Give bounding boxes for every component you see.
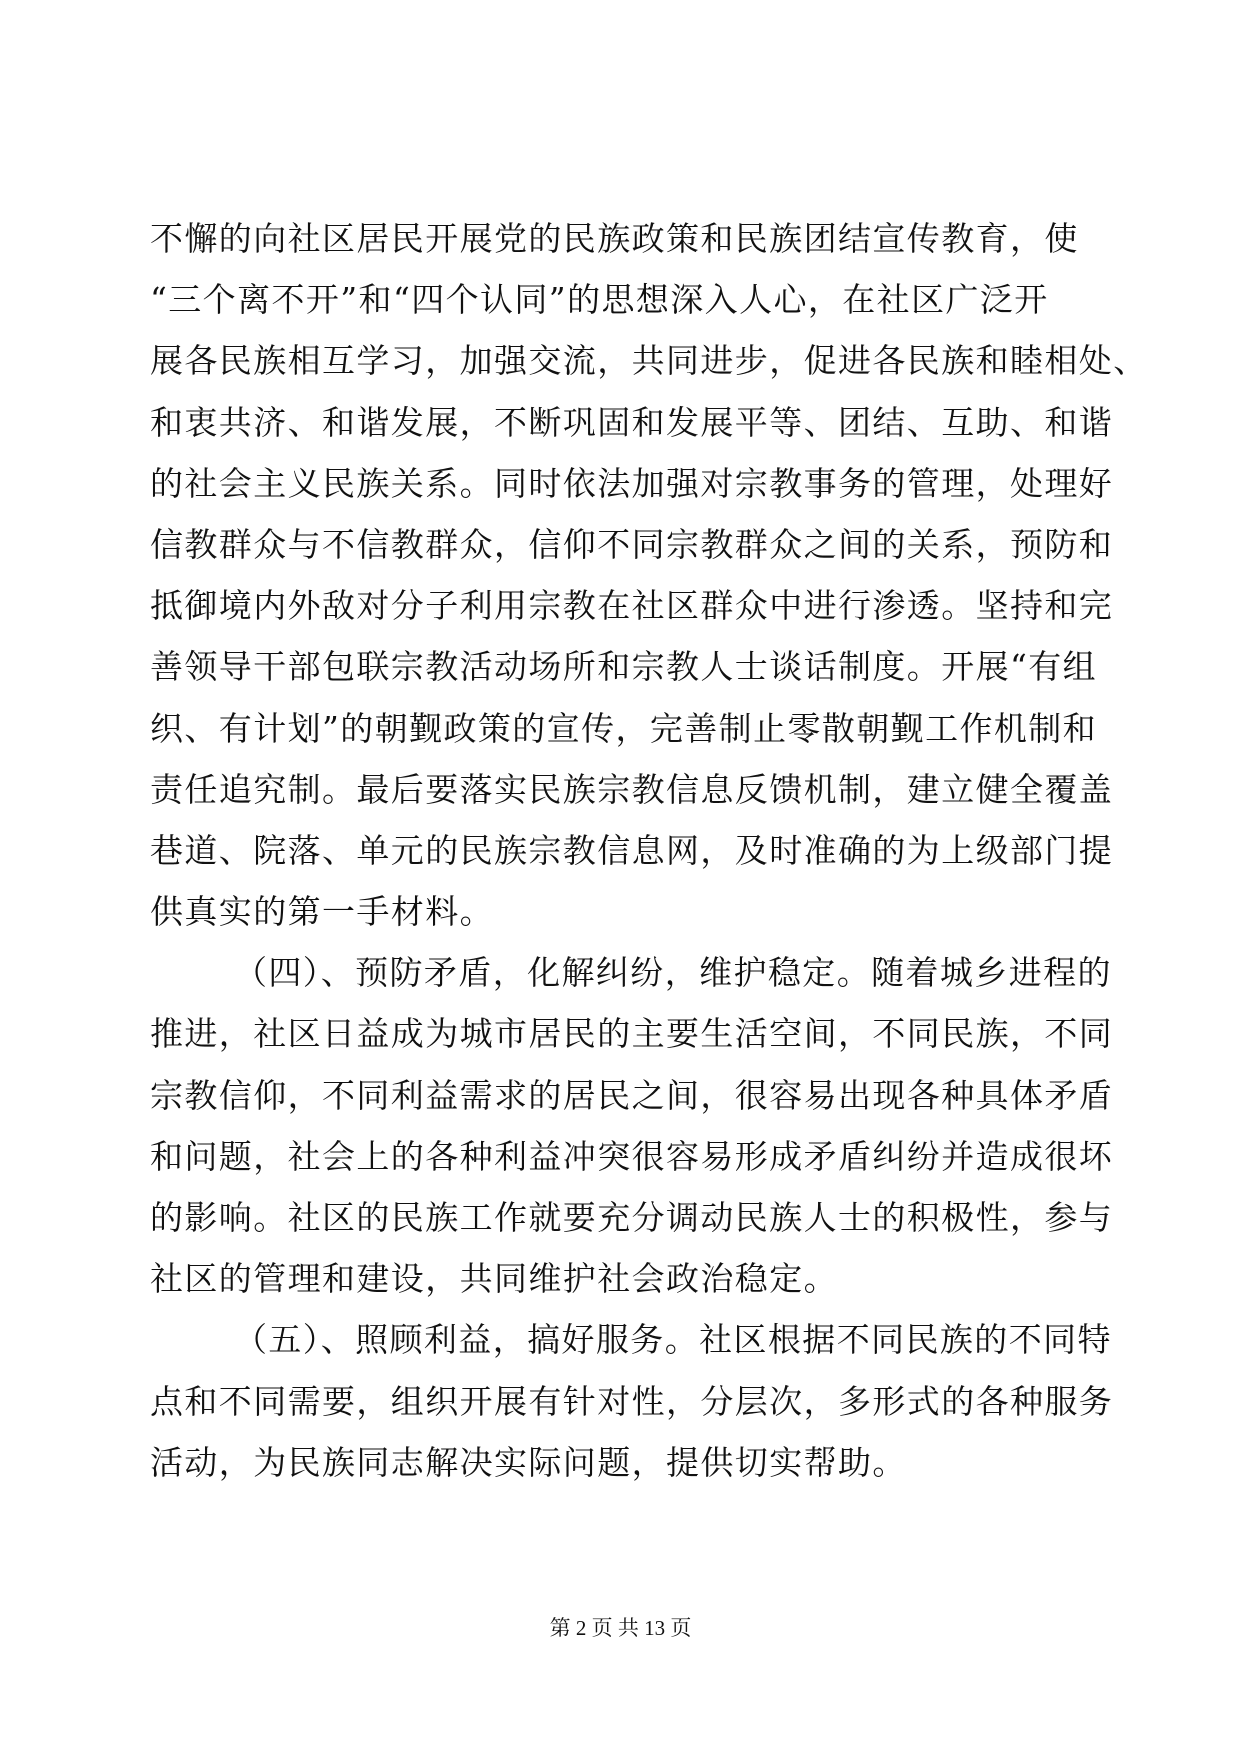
section-heading-line: （五）、照顾利益，搞好服务。社区根据不同民族的不同特 <box>234 1320 1112 1360</box>
text-line: 不懈的向社区居民开展党的民族政策和民族团结宣传教育，使 <box>150 219 1079 258</box>
text-line: 织、有计划”的朝觐政策的宣传，完善制止零散朝觐工作机制和 <box>150 708 1098 748</box>
text-line: “三个离不开”和“四个认同”的思想深入人心，在社区广泛开 <box>150 280 1049 320</box>
text-line: 点和不同需要，组织开展有针对性，分层次，多形式的各种服务 <box>150 1381 1114 1421</box>
text-line: 活动，为民族同志解决实际问题，提供切实帮助。 <box>150 1442 907 1482</box>
text-line: 责任追究制。最后要落实民族宗教信息反馈机制，建立健全覆盖 <box>150 769 1114 809</box>
page-footer: 第 2 页 共 13 页 <box>549 1616 692 1640</box>
text-line: 和衷共济、和谐发展，不断巩固和发展平等、团结、互助、和谐 <box>150 402 1114 442</box>
text-line: 的社会主义民族关系。同时依法加强对宗教事务的管理，处理好 <box>150 463 1114 503</box>
text-line: 信教群众与不信教群众，信仰不同宗教群众之间的关系，预防和 <box>150 524 1114 564</box>
text-line: 巷道、院落、单元的民族宗教信息网，及时准确的为上级部门提 <box>150 830 1114 870</box>
section-heading-line: （四）、预防矛盾，化解纠纷，维护稳定。随着城乡进程的 <box>234 953 1112 993</box>
text-line: 推进，社区日益成为城市居民的主要生活空间，不同民族，不同 <box>150 1014 1114 1054</box>
text-line: 供真实的第一手材料。 <box>150 892 494 932</box>
text-line: 展各民族相互学习，加强交流，共同进步，促进各民族和睦相处、 <box>150 341 1148 381</box>
text-line: 抵御境内外敌对分子利用宗教在社区群众中进行渗透。坚持和完 <box>150 586 1114 626</box>
text-line: 和问题，社会上的各种利益冲突很容易形成矛盾纠纷并造成很坏 <box>150 1136 1114 1176</box>
text-line: 善领导干部包联宗教活动场所和宗教人士谈话制度。开展“有组 <box>150 647 1098 687</box>
text-line: 社区的管理和建设，共同维护社会政治稳定。 <box>150 1259 838 1299</box>
document-body <box>150 208 1148 1493</box>
text-line: 宗教信仰，不同利益需求的居民之间，很容易出现各种具体矛盾 <box>150 1075 1114 1115</box>
text-line: 的影响。社区的民族工作就要充分调动民族人士的积极性，参与 <box>150 1198 1114 1237</box>
